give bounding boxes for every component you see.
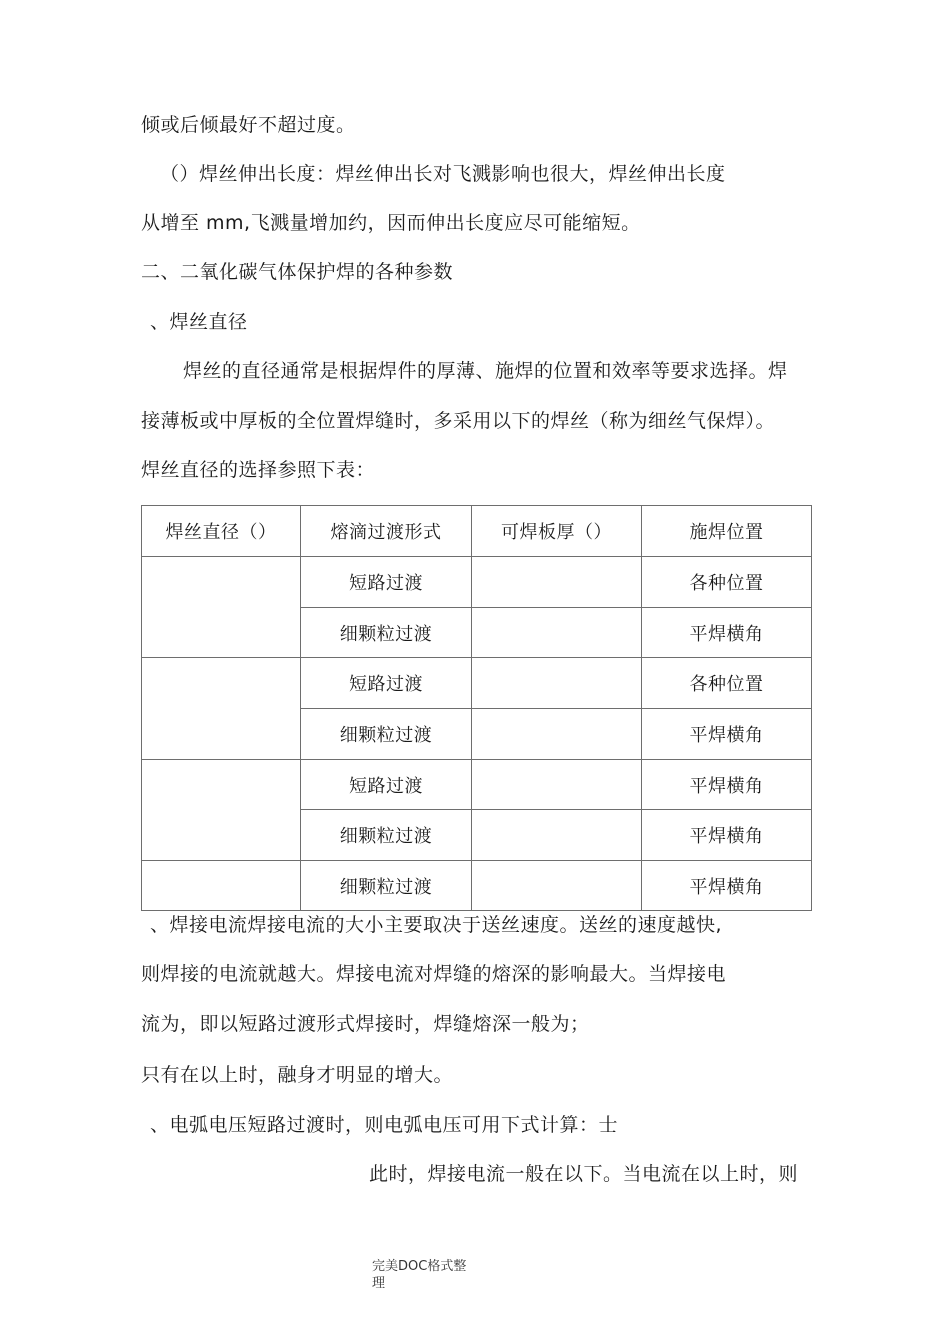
paragraph-14: 此时，焊接电流一般在以下。当电流在以上时，则 <box>369 1163 799 1185</box>
cell-position: 平焊横角 <box>642 810 812 861</box>
table-row <box>142 658 812 709</box>
table-row <box>142 861 812 911</box>
footer-line-1: 完美DOC格式整 <box>372 1259 467 1274</box>
paragraph-1: 倾或后倾最好不超过度。 <box>141 114 356 136</box>
cell-position: 平焊横角 <box>642 760 812 810</box>
paragraph-2: （）焊丝伸出长度：焊丝伸出长对飞溅影响也很大，焊丝伸出长度 <box>160 163 726 185</box>
cell-thickness <box>472 861 642 911</box>
subsection-heading-arc-voltage: 、电弧电压短路过渡时，则电弧电压可用下式计算：士 <box>150 1114 619 1136</box>
table-header-row <box>142 506 812 557</box>
paragraph-6: 焊丝的直径通常是根据焊件的厚薄、施焊的位置和效率等要求选择。焊 <box>183 360 788 382</box>
cell-thickness <box>472 810 642 861</box>
cell-transfer: 短路过渡 <box>301 658 472 709</box>
section-heading: 二、二氧化碳气体保护焊的各种参数 <box>141 261 454 283</box>
paragraph-10: 则焊接的电流就越大。焊接电流对焊缝的熔深的影响最大。当焊接电 <box>141 963 727 985</box>
cell-transfer: 短路过渡 <box>301 557 472 608</box>
cell-transfer: 细颗粒过渡 <box>301 608 472 658</box>
subsection-heading-wire-diameter: 、焊丝直径 <box>150 311 248 333</box>
subsection-heading-welding-current: 、焊接电流焊接电流的大小主要取决于送丝速度。送丝的速度越快, <box>150 914 723 936</box>
cell-thickness <box>472 709 642 760</box>
table-row <box>142 557 812 608</box>
cell-transfer: 细颗粒过渡 <box>301 709 472 760</box>
cell-thickness <box>472 760 642 810</box>
wire-diameter-table <box>141 505 812 911</box>
cell-diameter <box>142 557 301 658</box>
cell-position: 各种位置 <box>642 557 812 608</box>
page-footer <box>372 1258 482 1292</box>
paragraph-7: 接薄板或中厚板的全位置焊缝时，多采用以下的焊丝（称为细丝气保焊）。 <box>141 410 776 432</box>
cell-diameter <box>142 658 301 760</box>
header-welding-position: 施焊位置 <box>642 506 812 557</box>
paragraph-3: 从增至 mm,飞溅量增加约，因而伸出长度应尽可能缩短。 <box>141 212 641 234</box>
paragraph-11: 流为，即以短路过渡形式焊接时，焊缝熔深一般为； <box>141 1013 590 1035</box>
footer-line-2: 理 <box>372 1276 386 1291</box>
header-transfer-mode: 熔滴过渡形式 <box>301 506 472 557</box>
cell-position: 平焊横角 <box>642 861 812 911</box>
header-plate-thickness: 可焊板厚（） <box>472 506 642 557</box>
cell-thickness <box>472 608 642 658</box>
table-caption: 焊丝直径的选择参照下表： <box>141 459 376 481</box>
cell-position: 平焊横角 <box>642 608 812 658</box>
cell-transfer: 短路过渡 <box>301 760 472 810</box>
cell-transfer: 细颗粒过渡 <box>301 810 472 861</box>
cell-thickness <box>472 658 642 709</box>
cell-position: 平焊横角 <box>642 709 812 760</box>
cell-diameter <box>142 760 301 861</box>
cell-thickness <box>472 557 642 608</box>
header-diameter: 焊丝直径（） <box>142 506 301 557</box>
paragraph-12: 只有在以上时，融身才明显的增大。 <box>141 1064 454 1086</box>
cell-transfer: 细颗粒过渡 <box>301 861 472 911</box>
cell-position: 各种位置 <box>642 658 812 709</box>
table-row <box>142 760 812 810</box>
cell-diameter <box>142 861 301 911</box>
